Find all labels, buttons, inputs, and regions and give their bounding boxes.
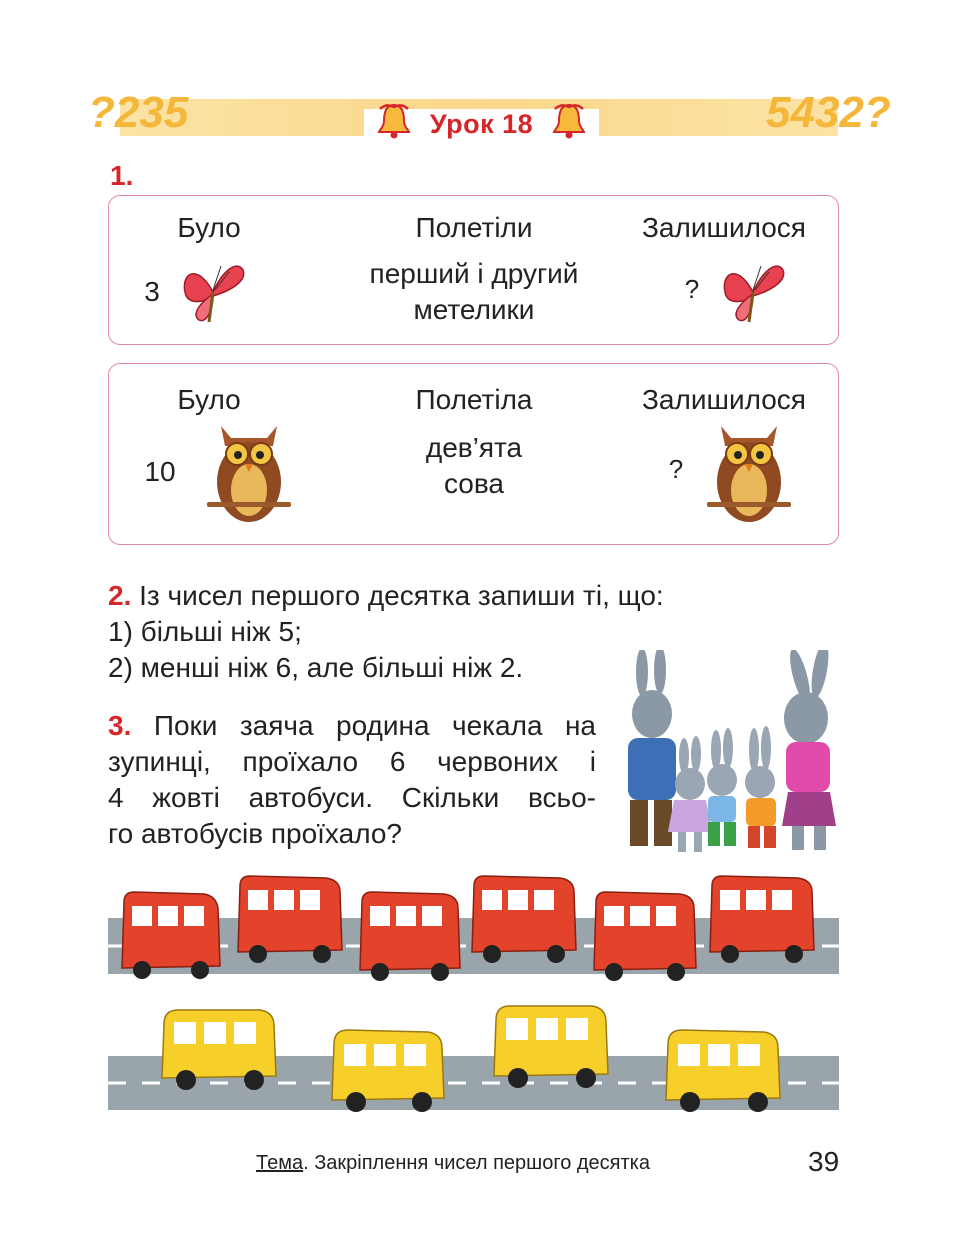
rabbit-boy-orange-icon [745, 726, 776, 848]
task3-number: 3. [108, 710, 132, 741]
task3-line2: зупинці, проїхало 6 червоних і [108, 746, 596, 777]
task3-line4: го автобусів проїхало? [108, 818, 402, 849]
owl-icon [207, 416, 291, 528]
buses-illustration [108, 872, 839, 1118]
bell-icon [549, 101, 589, 141]
col-flew-text [309, 256, 639, 328]
yellow-bus-icon [332, 1030, 444, 1112]
red-bus-icon [238, 876, 342, 963]
yellow-bus-icon [494, 1006, 608, 1088]
footer-theme-label: Тема [256, 1152, 304, 1174]
footer-theme [256, 1152, 650, 1175]
task3-block [108, 708, 596, 852]
task2-line1 [108, 578, 848, 614]
red-bus-icon [122, 892, 220, 979]
red-bus-icon [472, 876, 576, 963]
red-bus-icon [594, 892, 696, 981]
task1-number: 1. [110, 160, 134, 191]
task1-box-owls [108, 363, 839, 545]
task3-line3: 4 жовті автобуси. Скільки всьо- [108, 782, 596, 813]
footer-theme-text: . Закріплення чисел першого десятка [303, 1152, 650, 1174]
col-was-value: 3 [144, 276, 160, 307]
rabbit-boy-blue-icon [707, 728, 737, 846]
col-left-label: Залишилося [642, 212, 806, 243]
rabbit-family-illustration [620, 650, 852, 860]
task3-line1 [108, 708, 596, 744]
red-bus-icon [360, 892, 460, 981]
col-was-value: 10 [144, 456, 176, 487]
yellow-bus-icon [666, 1030, 780, 1112]
col-flew-line2: сова [443, 468, 505, 499]
header-left-decor: ?235 [88, 88, 189, 137]
col-left-value: ? [684, 274, 700, 304]
lesson-title: Урок 18 [429, 109, 534, 139]
col-flew-label: Полетіла [415, 384, 533, 415]
rabbit-mom-icon [782, 650, 836, 850]
col-left-value: ? [668, 454, 684, 484]
owl-icon [707, 416, 791, 528]
task3-text: Поки заяча родина чекала на [153, 710, 596, 741]
butterfly-icon [717, 256, 789, 326]
header-right-decor: 5432? [766, 88, 891, 137]
butterfly-icon [177, 256, 249, 326]
col-flew-line1: дев’ята [425, 432, 523, 463]
task2-line3: 2) менші ніж 6, але більші ніж 2. [108, 652, 524, 683]
col-was-label: Було [177, 212, 241, 243]
task2-number: 2. [108, 580, 132, 611]
red-bus-icon [710, 876, 814, 963]
task2-text: Із чисел першого десятка запиши ті, що: [139, 580, 664, 611]
col-flew-line1: перший і другий [369, 258, 579, 289]
task2-line2: 1) більші ніж 5; [108, 616, 302, 647]
page-number: 39 [808, 1146, 840, 1177]
col-flew-text [309, 430, 639, 502]
task1-box-butterflies [108, 195, 839, 345]
bell-icon [374, 101, 414, 141]
col-flew-label: Полетіли [415, 212, 533, 243]
col-left-label: Залишилося [642, 384, 806, 415]
col-was-label: Було [177, 384, 241, 415]
lesson-title-row [0, 101, 963, 141]
col-flew-line2: метелики [413, 294, 535, 325]
rabbit-dad-icon [628, 650, 676, 846]
